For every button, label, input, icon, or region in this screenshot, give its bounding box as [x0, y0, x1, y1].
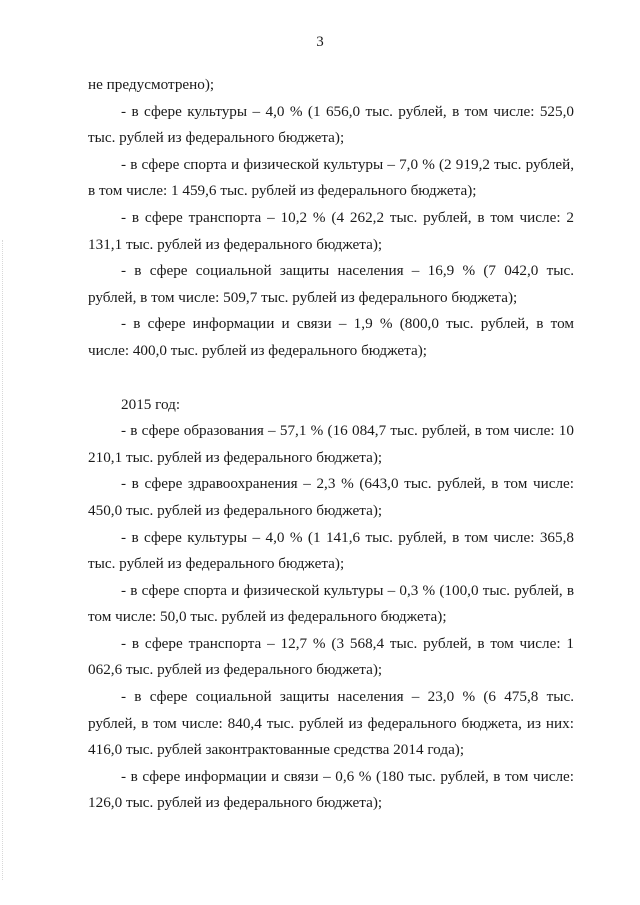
paragraph-info-2014: - в сфере информации и связи – 1,9 % (800,0 тыс. рублей, в том числе: 400,0 тыс. рублей из федерального бюджета);: [88, 315, 574, 359]
paragraph-info-2015: - в сфере информации и связи – 0,6 % (180 тыс. рублей, в том числе: 126,0 тыс. рублей из федерального бюджета);: [88, 767, 574, 812]
paragraph-culture-2015: - в сфере культуры – 4,0 % (1 141,6 тыс. рублей, в том числе: 365,8 тыс. рублей из федерального бюджета);: [88, 528, 574, 573]
page-number: 3: [316, 34, 324, 50]
paragraph-health-2015: - в сфере здравоохранения – 2,3 % (643,0 тыс. рублей, в том числе: 450,0 тыс. рублей из федерального бюджета);: [88, 475, 574, 519]
year-heading: 2015 год:: [121, 395, 181, 413]
paragraph-culture-2014: - в сфере культуры – 4,0 % (1 656,0 тыс. рублей, в том числе: 525,0 тыс. рублей из федерального бюджета);: [88, 102, 574, 147]
paragraph-social-2015: - в сфере социальной защиты населения – 23,0 % (6 475,8 тыс. рублей, в том числе: 840,4 тыс. рублей из федерального бюджета, из них: 416,0 тыс. рублей законтрактованные средства 2014 года);: [88, 688, 574, 759]
document-body: [88, 72, 574, 817]
paragraph-sport-2015: - в сфере спорта и физической культуры – 0,3 % (100,0 тыс. рублей, в том числе: 50,0 тыс. рублей из федерального бюджета);: [88, 581, 574, 626]
scan-edge-marks: [2, 240, 5, 880]
paragraph-education-2015: - в сфере образования – 57,1 % (16 084,7 тыс. рублей, в том числе: 10 210,1 тыс. рублей из федерального бюджета);: [88, 422, 574, 466]
paragraph-transport-2015: - в сфере транспорта – 12,7 % (3 568,4 тыс. рублей, в том числе: 1 062,6 тыс. рублей из федерального бюджета);: [88, 634, 574, 679]
paragraph-social-2014: - в сфере социальной защиты населения – 16,9 % (7 042,0 тыс. рублей, в том числе: 509,7 тыс. рублей из федерального бюджета);: [88, 262, 574, 306]
paragraph-transport-2014: - в сфере транспорта – 10,2 % (4 262,2 тыс. рублей, в том числе: 2 131,1 тыс. рублей из федерального бюджета);: [88, 208, 574, 253]
paragraph-continuation: не предусмотрено);: [88, 76, 215, 93]
paragraph-sport-2014: - в сфере спорта и физической культуры – 7,0 % (2 919,2 тыс. рублей, в том числе: 1 459,6 тыс. рублей из федерального бюджета);: [88, 155, 574, 200]
